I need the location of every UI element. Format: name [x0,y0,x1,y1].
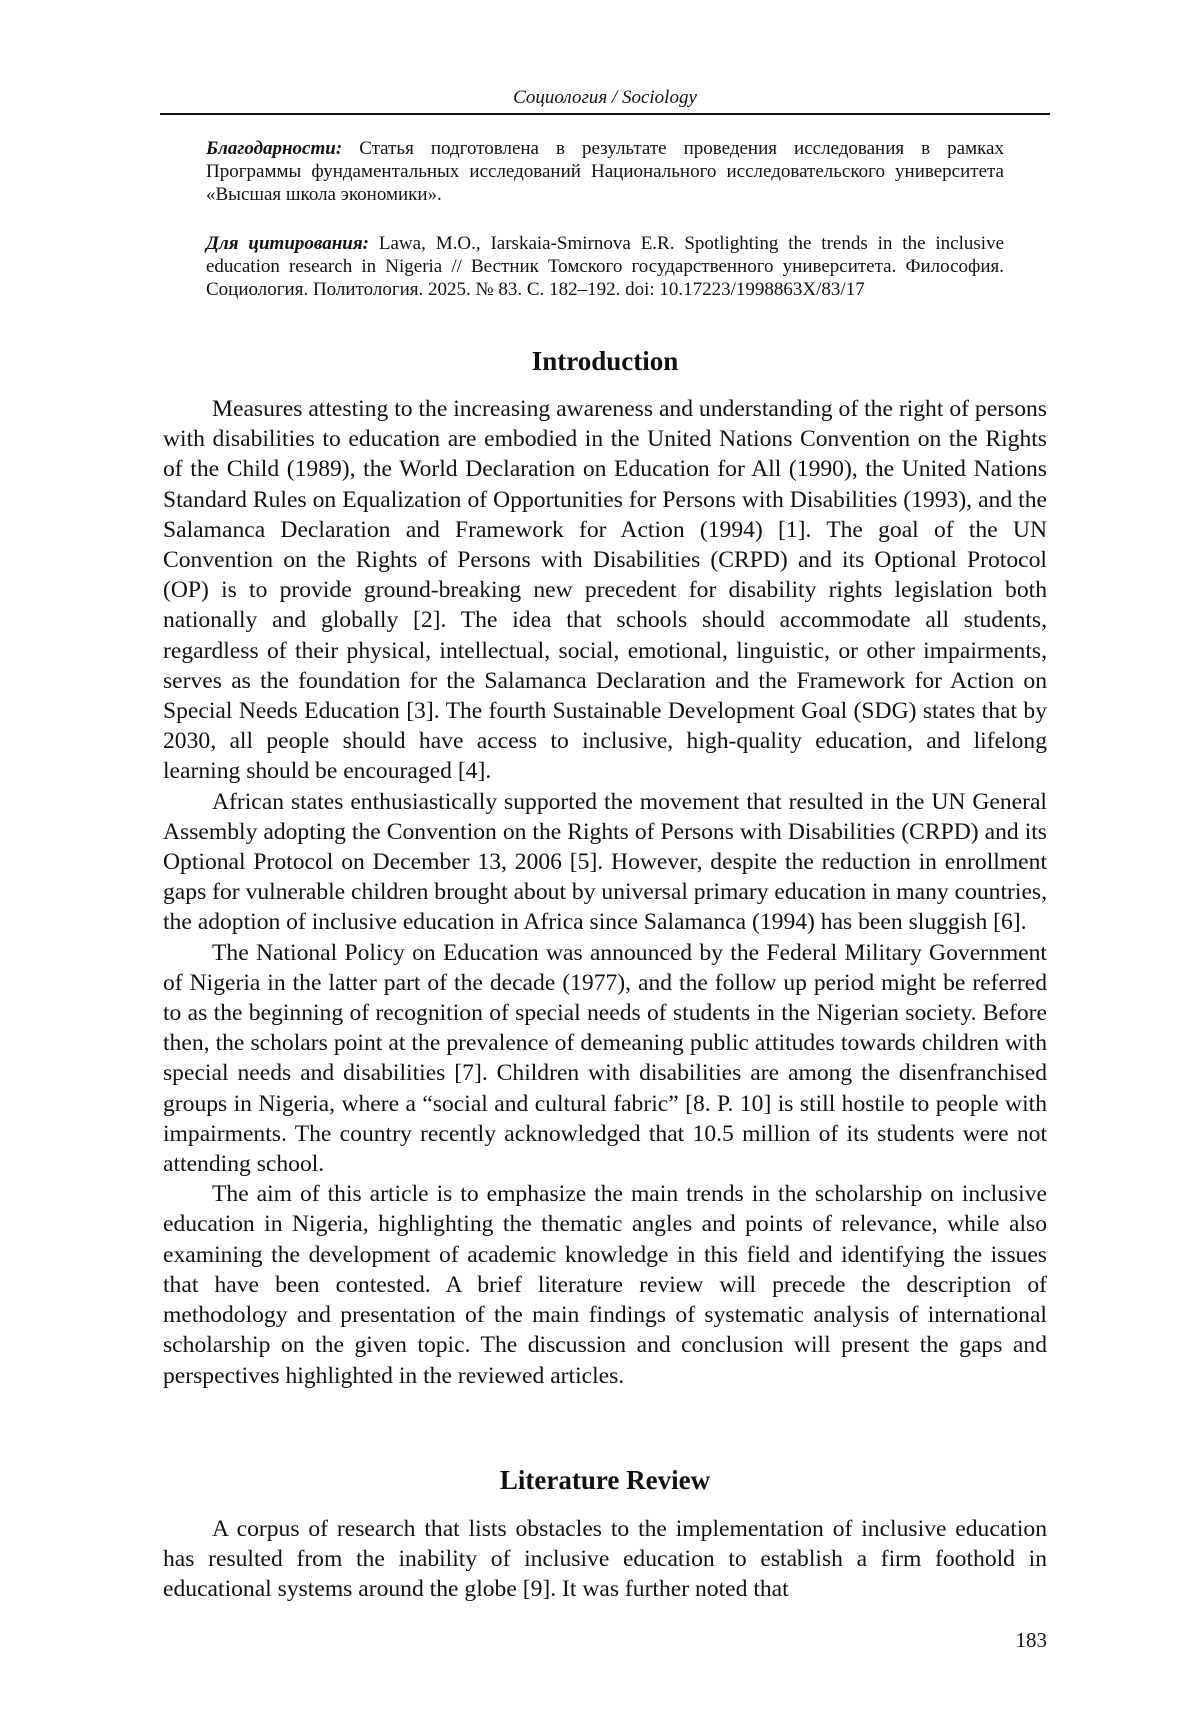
literature-review-body [163,1514,1047,1605]
acknowledgements-text: Статья подготовлена в результате проведения исследования в рамках Программы фундаментальных исследований Национального исследовательского университета «Высшая школа экономики». [206,138,1004,205]
lit-paragraph-1: A corpus of research that lists obstacles to the implementation of inclusive education has resulted from the inability of inclusive education to establish a firm foothold in educational systems around the globe [9]. It was further noted that [163,1516,1047,1603]
acknowledgements-label: Благодарности: [206,138,343,159]
intro-paragraph-4: The aim of this article is to emphasize the main trends in the scholarship on inclusive education in Nigeria, highlighting the thematic angles and points of relevance, while also examining the development of academic knowledge in this field and identifying the issues that have been contested. A brief literature review will precede the description of methodology and presentation of the main findings of systematic analysis of international scholarship on the given topic. The discussion and conclusion will present the gaps and perspectives highlighted in the reviewed articles. [163,1181,1047,1389]
intro-paragraph-1: Measures attesting to the increasing awareness and understanding of the right of persons with disabilities to education are embodied in the United Nations Convention on the Rights of the Child (1989), the World Declaration on Education for All (1990), the United Nations Standard Rules on Equalization of Opportunities for Persons with Disabilities (1993), and the Salamanca Declaration and Framework for Action (1994) [1]. The goal of the UN Convention on the Rights of Persons with Disabilities (CRPD) and its Optional Protocol (OP) is to provide ground-breaking new precedent for disability rights legislation both nationally and globally [2]. The idea that schools should accommodate all students, regardless of their physical, intellectual, social, emotional, linguistic, or other impairments, serves as the foundation for the Salamanca Declaration and the Framework for Action on Special Needs Education [3]. The fourth Sustainable Development Goal (SDG) states that by 2030, all people should have access to inclusive, high-quality education, and lifelong learning should be encouraged [4]. [163,396,1047,785]
citation-label: Для цитирования: [206,233,369,254]
introduction-body [163,394,1047,1391]
running-head: Социология / Sociology [513,87,697,108]
intro-paragraph-3: The National Policy on Education was announced by the Federal Military Government of Nigeria in the latter part of the decade (1977), and the follow up period might be referred to as the beginning of recognition of special needs of students in the Nigerian society. Before then, the scholars point at the prevalence of demeaning public attitudes towards children with special needs and disabilities [7]. Children with disabilities are among the disenfranchised groups in Nigeria, where a “social and cultural fabric” [8. P. 10] is still hostile to people with impairments. The country recently acknowledged that 10.5 million of its students were not attending school. [163,939,1047,1178]
intro-paragraph-2: African states enthusiastically supported the movement that resulted in the UN General Assembly adopting the Convention on the Rights of Persons with Disabilities (CRPD) and its Optional Protocol on December 13, 2006 [5]. However, despite the reduction in enrollment gaps for vulnerable children brought about by universal primary education in many countries, the adoption of inclusive education in Africa since Salamanca (1994) has been sluggish [6]. [163,788,1047,936]
citation-text: Lawa, M.O., Iarskaia-Smirnova E.R. Spotlighting the trends in the inclusive education research in Nigeria // Вестник Томского государственного университета. Философия. Социология. Политология. 2025. № 83. С. 182–192. doi: 10.17223/1998863X/83/17 [206,233,1004,300]
introduction-heading: Introduction [531,346,679,376]
acknowledgements-note [206,137,1004,206]
citation-note [206,232,1004,301]
header-rule [160,113,1050,115]
literature-review-heading: Literature Review [499,1465,711,1495]
page-number: 183 [1015,1628,1047,1652]
